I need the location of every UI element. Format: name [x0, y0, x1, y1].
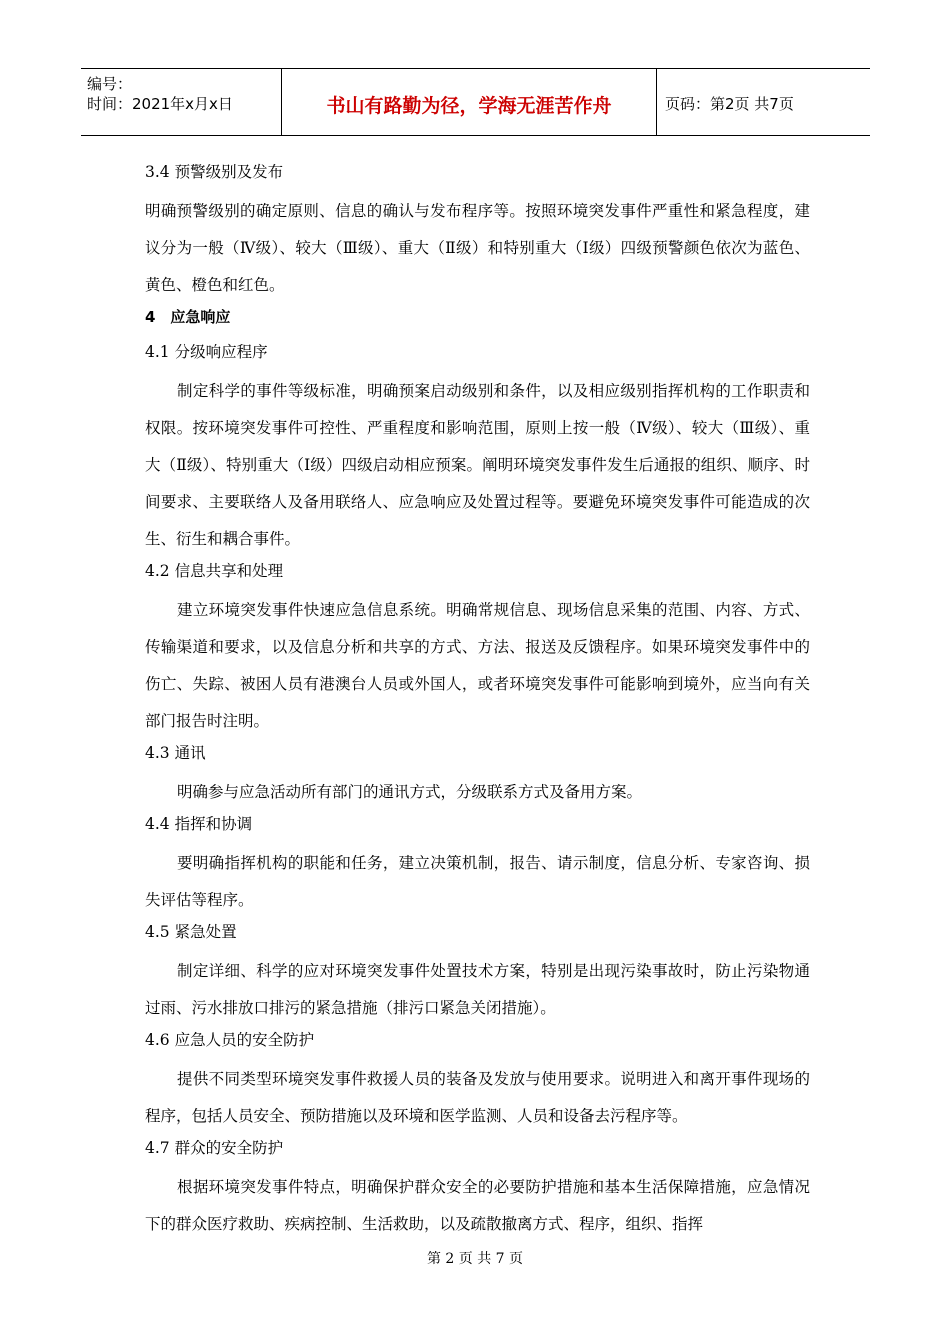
section-heading-4-7: 4.7 群众的安全防护 — [145, 1139, 284, 1157]
paragraph-4-1: 制定科学的事件等级标准，明确预案启动级别和条件，以及相应级别指挥机构的工作职责和权限。按环境突发事件可控性、严重程度和影响范围，原则上按一般（Ⅳ级）、较大（Ⅲ级）、重大（Ⅱ级）、特别重大（Ⅰ级）四级启动相应预案。阐明环境突发事件发生后通报的组织、顺序、时间要求、主要联络人及备用联络人、应急响应及处置过程等。要避免环境突发事件可能造成的次生、衍生和耦合事件。 — [145, 382, 810, 548]
page-footer: 第 2 页 共 7 页 — [426, 1251, 524, 1267]
paragraph-4-2: 建立环境突发事件快速应急信息系统。明确常规信息、现场信息采集的范围、内容、方式、传输渠道和要求，以及信息分析和共享的方式、方法、报送及反馈程序。如果环境突发事件中的伤亡、失踪、被困人员有港澳台人员或外国人，或者环境突发事件可能影响到境外，应当向有关部门报告时注明。 — [145, 601, 810, 730]
section-heading-4-4: 4.4 指挥和协调 — [145, 815, 253, 833]
header-meta — [81, 69, 282, 135]
section-heading-3-4: 3.4 预警级别及发布 — [145, 163, 284, 181]
section-heading-4-1: 4.1 分级响应程序 — [145, 343, 268, 361]
section-heading-4-6: 4.6 应急人员的安全防护 — [145, 1031, 315, 1049]
paragraph-4-4: 要明确指挥机构的职能和任务，建立决策机制，报告、请示制度，信息分析、专家咨询、损失评估等程序。 — [145, 854, 810, 909]
section-heading-4-5: 4.5 紧急处置 — [145, 923, 237, 941]
section-heading-4-2: 4.2 信息共享和处理 — [145, 562, 284, 580]
paragraph-4-5: 制定详细、科学的应对环境突发事件处置技术方案，特别是出现污染事故时，防止污染物通过雨、污水排放口排污的紧急措施（排污口紧急关闭措施）。 — [145, 962, 810, 1017]
paragraph-4-3: 明确参与应急活动所有部门的通讯方式，分级联系方式及备用方案。 — [177, 783, 643, 801]
header-motto: 书山有路勤为径，学海无涯苦作舟 — [282, 69, 657, 135]
document-body — [145, 158, 810, 1242]
paragraph-4-7: 根据环境突发事件特点，明确保护群众安全的必要防护措施和基本生活保障措施，应急情况下的群众医疗救助、疾病控制、生活救助，以及疏散撤离方式、程序，组织、指挥 — [145, 1178, 810, 1233]
date-label: 时间：2021年x月x日 — [87, 95, 233, 113]
number-label: 编号： — [87, 75, 133, 93]
section-heading-4-3: 4.3 通讯 — [145, 744, 206, 762]
paragraph-4-6: 提供不同类型环境突发事件救援人员的装备及发放与使用要求。说明进入和离开事件现场的程序，包括人员安全、预防措施以及环境和医学监测、人员和设备去污程序等。 — [145, 1070, 810, 1125]
header-page-info: 页码：第2页 共7页 — [665, 95, 794, 113]
document-header — [81, 68, 870, 136]
chapter-heading-4: 4 应急响应 — [145, 308, 231, 326]
paragraph-3-4: 明确预警级别的确定原则、信息的确认与发布程序等。按照环境突发事件严重性和紧急程度，建议分为一般（Ⅳ级）、较大（Ⅲ级）、重大（Ⅱ级）和特别重大（Ⅰ级）四级预警颜色依次为蓝色、黄色、橙色和红色。 — [145, 202, 810, 294]
